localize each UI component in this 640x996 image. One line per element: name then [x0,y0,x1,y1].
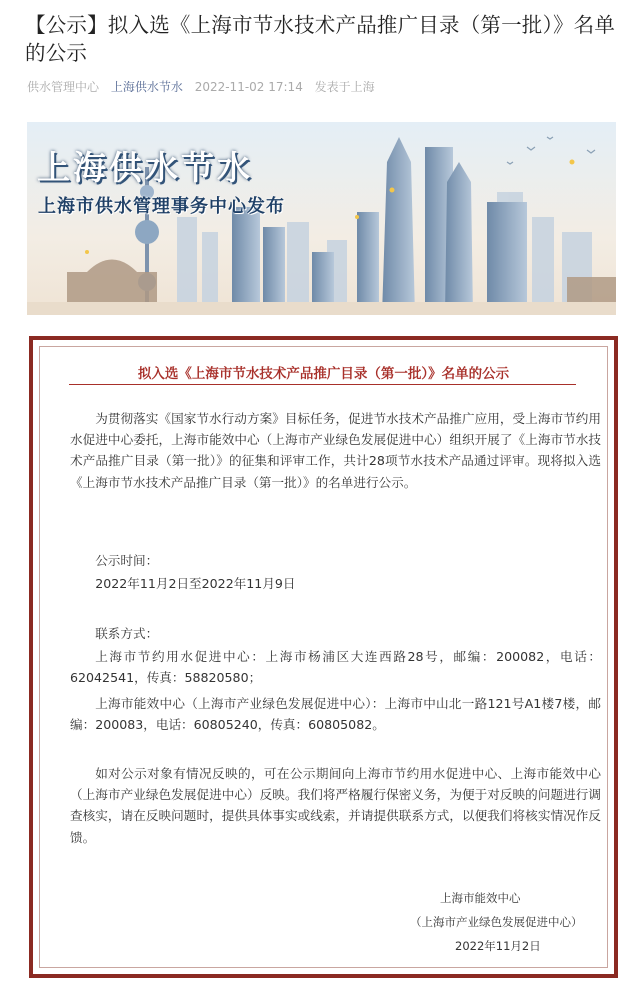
notice-contact-2: 上海市能效中心（上海市产业绿色发展促进中心）：上海市中山北一路121号A1楼7楼，邮编：200083，电话：60805240，传真：60805082。 [70,696,601,733]
notice-intro: 为贯彻落实《国家节水行动方案》目标任务，促进节水技术产品推广应用，受上海市节约用水促进中心委托，上海市能效中心（上海市产业绿色发展促进中心）组织开展了《上海市节水技术产品推广目录（第一批）》的征集和评审工作，共计28项节水技术产品通过评审。现将拟入选《上海市节水技术产品推广目录（第一批）》的名单进行公示。 [70,411,601,490]
publish-location: 发表于上海 [314,80,375,94]
notice-heading: 拟入选《上海市节水技术产品推广目录（第一批）》名单的公示 [137,366,510,382]
banner-image [27,122,616,315]
notice-contact-1: 上海市节约用水促进中心：上海市杨浦区大连西路28号，邮编：200082，电话：62042541，传真：58820580； [70,649,601,686]
banner-title: 上海供水节水 [37,148,253,187]
author: 供水管理中心 [27,80,100,94]
notice-feedback: 如对公示对象有情况反映的，可在公示期间向上海市节约用水促进中心、上海市能效中心（上海市产业绿色发展促进中心）反映。我们将严格履行保密义务，为便于对反映的问题进行调查核实，请在反映问题时，提供具体事实或线索，并请提供联系方式，以便我们将核实情况作反馈。 [70,766,601,845]
banner-subtitle: 上海市供水管理事务中心发布 [38,196,285,217]
notice-period-label: 公示时间： [95,553,159,568]
article-title: 【公示】拟入选《上海市节水技术产品推广目录（第一批）》名单的公示 [25,13,616,65]
account-link[interactable]: 上海供水节水 [110,80,183,94]
article-meta [27,78,383,95]
publish-datetime: 2022-11-02 17:14 [194,80,303,94]
notice-heading-rule [69,384,576,385]
signature-org-full: （上海市产业绿色发展促进中心） [410,915,583,929]
notice-contact-label: 联系方式： [95,626,159,641]
notice-period-value: 2022年11月2日至2022年11月9日 [95,576,296,591]
signature-date: 2022年11月2日 [455,939,541,953]
signature-org: 上海市能效中心 [440,891,521,905]
